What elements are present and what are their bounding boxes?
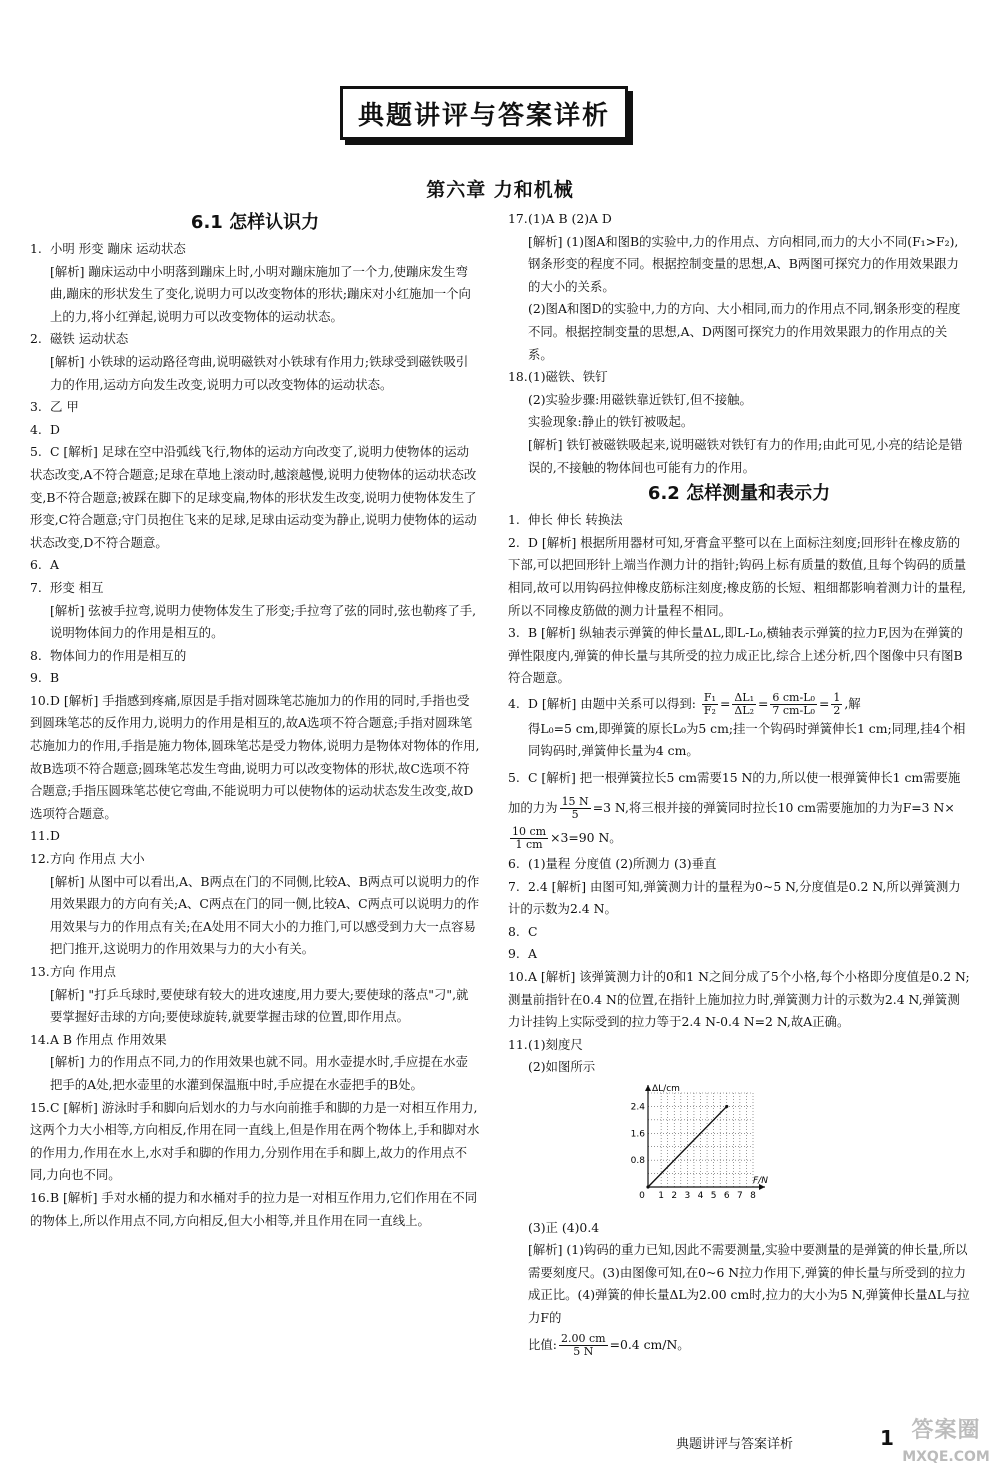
item-text: 方向 作用点 <box>50 964 116 979</box>
item-text: D <box>50 421 60 437</box>
item-text: (2)如图所示 <box>528 1059 596 1075</box>
item-text: =0.4 cm/N。 <box>609 1336 690 1352</box>
item-number: 2. <box>508 534 520 550</box>
answer-list-right-a <box>508 208 970 479</box>
item-text: [解析] "打乒乓球时,要使球有较大的进攻速度,用力要大;要使球的落点"刁",就要掌握好击球的方向;要使球旋转,就要掌握击球的位置,即作用点。 <box>50 986 469 1025</box>
item-text: [解析] 铁钉被磁铁吸起来,说明磁铁对铁钉有力的作用;由此可见,小亮的结论是错误的,不接触的物体间也可能有力的作用。 <box>528 436 963 475</box>
denominator: ΔL₂ <box>734 703 755 717</box>
banner-title: 典题讲评与答案详析 <box>340 86 628 140</box>
item-text: A [解析] 该弹簧测力计的0和1 N之间分成了5个小格,每个小格即分度值是0.2 N;测量前指针在0.4 N的位置,在指针上施加拉力时,弹簧测力计的示数为2.4 N,弹簧测力计挂钩上实际受到的拉力等于2.4 N-0.4 N=2 N,故A正确。 <box>508 969 970 1030</box>
answer-item <box>30 1051 480 1096</box>
item-text: B [解析] 纵轴表示弹簧的伸长量ΔL,即L-L₀,横轴表示弹簧的拉力F,因为在弹簧的弹性限度内,弹簧的伸长量与其所受的拉力成正比,综合上述分析,四个图像中只有图B符合题意。 <box>508 625 963 686</box>
denominator: F₂ <box>703 703 716 717</box>
watermark-logo <box>900 1418 992 1474</box>
fraction <box>732 692 756 717</box>
x-tick-label: 2 <box>671 1191 678 1201</box>
y-axis-arrow <box>645 1085 651 1091</box>
answer-item <box>508 366 970 389</box>
item-number: 14. <box>30 1031 50 1047</box>
answer-item <box>30 1097 480 1187</box>
item-number: 13. <box>30 964 50 979</box>
y-tick-label: 0.8 <box>630 1156 645 1167</box>
numerator: 10 cm <box>512 825 547 839</box>
answer-item-4: 4. D [解析] 由题中关系可以得到: $\frac{\text{F₁}}{\text{F₂}}$ = $\frac{\text{ΔL₁}}{\text{ΔL₂}}$ = $\frac{\text{6 cm-L₀}}{\text{7 cm-L₀}}$ = $\frac{1}{2}$ ,解 得L₀=5 cm,即弹簧的原长L₀为5 cm;挂一个钩码时弹簧伸长1 cm;同理,挂4个相同钩码时,弹簧伸长量为4 cm。 <box>508 690 970 763</box>
item-text: (2)图A和图D的实验中,力的方向、大小相同,而力的作用点不同,钢条形变的程度不同。根据控制变量的思想,A、D两图可探究力的作用效果跟力的作用点的关系。 <box>528 301 961 362</box>
answer-item <box>30 441 480 554</box>
answer-item <box>508 943 970 966</box>
chapter-title: 第六章 力和机械 <box>426 179 574 201</box>
denominator: 5 N <box>573 1344 594 1358</box>
item-number: 1. <box>508 512 520 528</box>
item-text: (1)A B (2)A D <box>528 211 612 226</box>
item-number: 12. <box>30 851 50 867</box>
y-axis-label: ΔL/cm <box>652 1084 680 1094</box>
x-tick-label: 8 <box>750 1191 756 1201</box>
item-text: [解析] 蹦床运动中小明落到蹦床上时,小明对蹦床施加了一个力,使蹦床发生弯曲,蹦床的形状发生了变化,说明力可以改变物体的形状;蹦床对小红施加一个向上的力,将小红弹起,说明力可以改变物体的运动状态。 <box>50 263 471 324</box>
answer-item <box>508 853 970 876</box>
answer-item <box>30 1187 480 1232</box>
item-number: 3. <box>508 625 520 641</box>
answer-item <box>508 966 970 1034</box>
answer-list-right-c <box>508 853 970 1079</box>
answer-item <box>30 238 480 261</box>
item-number: 2. <box>30 331 42 347</box>
answer-item <box>508 876 970 921</box>
fraction <box>560 796 591 821</box>
item-text: A B 作用点 作用效果 <box>50 1031 167 1047</box>
answer-item <box>30 328 480 351</box>
answer-item <box>30 396 480 419</box>
item-text: 方向 作用点 大小 <box>50 851 145 867</box>
answer-item <box>508 1239 970 1329</box>
item-number: 11. <box>30 828 50 844</box>
item-text: 磁铁 运动状态 <box>50 331 129 347</box>
item-number: 3. <box>30 399 42 415</box>
numerator: 2.00 cm <box>560 1331 606 1345</box>
item-text: D <box>50 828 60 844</box>
answer-item <box>30 961 480 984</box>
answer-item <box>30 351 480 396</box>
item-text: 形变 相互 <box>50 579 104 595</box>
answer-item <box>30 1029 480 1052</box>
answer-item <box>30 600 480 645</box>
item-number: 4. <box>30 421 42 437</box>
answer-item <box>508 622 970 690</box>
item-text: B [解析] 手对水桶的提力和水桶对手的拉力是一对相互作用力,它们作用在不同的物体上,所以作用点不同,方向相反,但大小相等,并且作用在同一直线上。 <box>30 1189 478 1228</box>
footer-label: 典题讲评与答案详析 <box>676 1437 794 1452</box>
x-tick-label: 1 <box>658 1191 664 1201</box>
denominator: 1 cm <box>515 838 543 852</box>
x-tick-label: 4 <box>697 1191 704 1201</box>
item-text: C <box>528 923 538 939</box>
item-text: C [解析] 游泳时手和脚向后划水的力与水向前推手和脚的力是一对相互作用力,这两个力大小相等,方向相反,作用在同一直线上,但是作用在两个物体上,手和脚对水的作用力,作用在水上,水对手和脚的作用力,分别作用在手和脚上,故力的作用点不同,力向也不同。 <box>30 1099 480 1183</box>
item-text: =3 N,将三根并接的弹簧同时拉长10 cm需要施加的力为F=3 N× <box>592 800 955 816</box>
answer-item <box>30 984 480 1029</box>
item-text: (1)刻度尺 <box>528 1036 583 1052</box>
answer-list-right-b <box>508 509 970 690</box>
item-number: 1. <box>30 241 42 256</box>
item-number: 8. <box>30 647 42 663</box>
numerator: 6 cm-L₀ <box>772 690 815 704</box>
item-number: 11. <box>508 1036 528 1052</box>
numerator: 15 N <box>561 795 589 809</box>
item-number: 17. <box>508 211 528 226</box>
item-number: 6. <box>30 557 42 573</box>
item-text: A <box>528 946 537 962</box>
ratio-line <box>508 1330 970 1360</box>
item-text: 物体间力的作用是相互的 <box>50 647 187 663</box>
answer-item <box>508 231 970 299</box>
answer-item <box>30 848 480 871</box>
denominator: 5 <box>571 808 579 822</box>
answer-item <box>508 389 970 412</box>
answer-item <box>508 921 970 944</box>
page-number: 1 <box>880 1426 894 1450</box>
section-title-6-1: 6.1 怎样认识力 <box>190 212 320 233</box>
denominator: 2 <box>833 703 841 717</box>
fraction <box>770 692 817 717</box>
answer-item <box>508 532 970 622</box>
item-number: 9. <box>30 670 42 686</box>
answer-item <box>508 208 970 231</box>
item-text: (1)磁铁、铁钉 <box>528 369 608 385</box>
item-text: 小明 形变 蹦床 运动状态 <box>50 241 186 256</box>
item-text: [解析] 从图中可以看出,A、B两点在门的不同侧,比较A、B两点可以说明力的作用效果跟力的方向有关;A、C两点在门的同一侧,比较A、C两点可以说明力的作用效果与力的作用点有关;在A处用不同大小的力推门,可以感受到力大一点容易把门推开,这说明力的作用效果与力的大小有关。 <box>50 873 480 957</box>
item-text: [解析] 力的作用点不同,力的作用效果也就不同。用水壶提水时,手应提在水壶把手的A处,把水壶里的水灌到保温瓶中时,手应提在水壶把手的B处。 <box>50 1054 468 1092</box>
item-text: ×3=90 N。 <box>550 830 622 846</box>
fraction <box>510 826 548 851</box>
numerator: 1 <box>833 690 841 704</box>
x-tick-label: 3 <box>684 1191 691 1201</box>
item-number: 6. <box>508 856 520 872</box>
item-text: [解析] (1)钩码的重力已知,因此不需要测量,实验中要测量的是弹簧的伸长量,所以需要刻度尺。(3)由图像可知,在0~6 N拉力作用下,弹簧的伸长量与所受到的拉力成正比。(4)弹簧的伸长量ΔL为2.00 cm时,拉力的大小为5 N,弹簧伸长量ΔL与拉力F的 <box>528 1242 970 1325</box>
answer-item <box>30 871 480 961</box>
item-text: 得L₀=5 cm,即弹簧的原长L₀为5 cm;挂一个钩码时弹簧伸长1 cm;同理,挂4个相同钩码时,弹簧伸长量为4 cm。 <box>528 720 966 759</box>
item-number: 15. <box>30 1099 50 1115</box>
answer-item <box>508 509 970 532</box>
y-tick-label: 1.6 <box>630 1129 645 1140</box>
fraction <box>702 692 718 717</box>
fraction <box>559 1333 608 1358</box>
watermark-top: 答案圈 <box>911 1418 981 1443</box>
numerator: ΔL₁ <box>734 690 755 704</box>
item-text: B <box>50 670 60 686</box>
denominator: 7 cm-L₀ <box>772 703 815 717</box>
fraction <box>831 692 842 717</box>
item-text: 比值: <box>528 1336 557 1352</box>
x-tick-label: 5 <box>710 1191 717 1201</box>
watermark-bottom: MXQE.COM <box>902 1449 990 1465</box>
data-point <box>725 1105 728 1108</box>
item-text: D [解析] 根据所用器材可知,牙膏盒平整可以在上面标注刻度;回形针在橡皮筋的下部,可以把回形针上端当作测力计的指针;钩码上标有质量的数值,且每个钩码的质量相同,故可以用钩码拉伸橡皮筋标注刻度;橡皮筋的长短、粗细都影响着测力计的量程,所以不同橡皮筋做的测力计量程不相同。 <box>508 534 967 618</box>
left-column <box>30 208 480 1232</box>
answer-item <box>508 434 970 479</box>
item-text: 实验现象:静止的铁钉被吸起。 <box>528 414 694 430</box>
item-number: 4. <box>508 695 520 711</box>
item-number: 16. <box>30 1189 50 1205</box>
item-text: [解析] 小铁球的运动路径弯曲,说明磁铁对小铁球有作用力;铁球受到磁铁吸引力的作用,运动方向发生改变,说明力可以改变物体的运动状态。 <box>50 353 469 392</box>
answer-item <box>30 577 480 600</box>
item-number: 5. <box>30 444 42 460</box>
answer-item <box>508 1217 970 1240</box>
answer-list-right-d <box>508 1217 970 1330</box>
item-text: (1)量程 分度值 (2)所测力 (3)垂直 <box>528 856 717 872</box>
extension-force-graph <box>618 1079 778 1209</box>
answer-item <box>508 298 970 366</box>
x-tick-label: 7 <box>737 1191 743 1201</box>
item-text: [解析] 弦被手拉弯,说明力使物体发生了形变;手拉弯了弦的同时,弦也勒疼了手,说明物体间力的作用是相互的。 <box>50 602 477 641</box>
answer-item <box>30 554 480 577</box>
x-axis-label: F/N <box>753 1176 768 1186</box>
item-text: D [解析] 由题中关系可以得到: <box>528 695 696 711</box>
answer-item <box>30 667 480 690</box>
answer-item <box>508 1034 970 1057</box>
answer-item-5 <box>508 763 970 853</box>
answer-item <box>30 825 480 848</box>
y-tick-label: 2.4 <box>630 1102 645 1113</box>
answer-item <box>30 690 480 826</box>
item-number: 10. <box>508 969 528 985</box>
item-text: D [解析] 手指感到疼痛,原因是手指对圆珠笔芯施加力的作用的同时,手指也受到圆珠笔芯的反作用力,说明力的作用是相互的,故A选项不符合题意;手指对圆珠笔芯施加力的作用,手指是施力物体,圆珠笔芯是受力物体,说明力是物体对物体的作用,故B选项不符合题意;圆珠笔芯发生弯曲,说明力可以改变物体的形状,故C选项不符合题意;手指压圆珠笔芯使它弯曲,不能说明力可以使物体的运动状态发生改变,故D选项符合题意。 <box>30 692 480 821</box>
numerator: F₁ <box>703 690 716 704</box>
item-text: C [解析] 足球在空中沿弧线飞行,物体的运动方向改变了,说明力使物体的运动状态改变,A不符合题意;足球在草地上滚动时,越滚越慢,说明力使物体的运动状态改变,B不符合题意;被踩在脚下的足球变扁,物体的形状发生改变,说明力使物体发生了形变,C符合题意;守门员抱住飞来的足球,足球由运动变为静止,说明力使物体的运动状态改变,D不符合题意。 <box>30 444 477 550</box>
item-text: ,解 <box>844 695 861 711</box>
item-text: (2)实验步骤:用磁铁靠近铁钉,但不接触。 <box>528 391 752 407</box>
data-point <box>646 1185 649 1188</box>
item-text: (3)正 (4)0.4 <box>528 1219 600 1235</box>
answer-item <box>508 411 970 434</box>
item-text: [解析] (1)图A和图B的实验中,力的作用点、方向相同,而力的大小不同(F₁>F₂),钢条形变的程度不同。根据控制变量的思想,A、B两图可探究力的作用效果跟力的大小的关系。 <box>528 233 959 294</box>
answer-item <box>508 1056 970 1079</box>
answer-item <box>30 419 480 442</box>
x-tick-label: 0 <box>639 1191 645 1201</box>
item-number: 7. <box>30 579 42 595</box>
item-text: A <box>50 557 59 573</box>
item-number: 8. <box>508 923 520 939</box>
item-text: 乙 甲 <box>50 399 79 415</box>
answer-item <box>30 261 480 329</box>
item-number: 7. <box>508 878 520 894</box>
item-number: 5. <box>508 770 520 786</box>
section-title-6-2: 6.2 怎样测量和表示力 <box>647 483 831 505</box>
answer-list-left <box>30 238 480 1232</box>
item-text: 2.4 [解析] 由图可知,弹簧测力计的量程为0~5 N,分度值是0.2 N,所以弹簧测力计的示数为2.4 N。 <box>508 878 961 917</box>
item-number: 18. <box>508 369 528 385</box>
item-number: 10. <box>30 692 50 708</box>
answer-item <box>30 645 480 668</box>
right-column <box>508 208 970 1360</box>
x-tick-label: 6 <box>723 1191 730 1201</box>
item-text: 伸长 伸长 转换法 <box>528 512 623 528</box>
item-number: 9. <box>508 946 520 962</box>
item-text: C [解析] 把一根弹簧拉长5 cm需要15 N的力,所以使一根弹簧伸长1 cm需要施加的力为 <box>508 770 961 816</box>
